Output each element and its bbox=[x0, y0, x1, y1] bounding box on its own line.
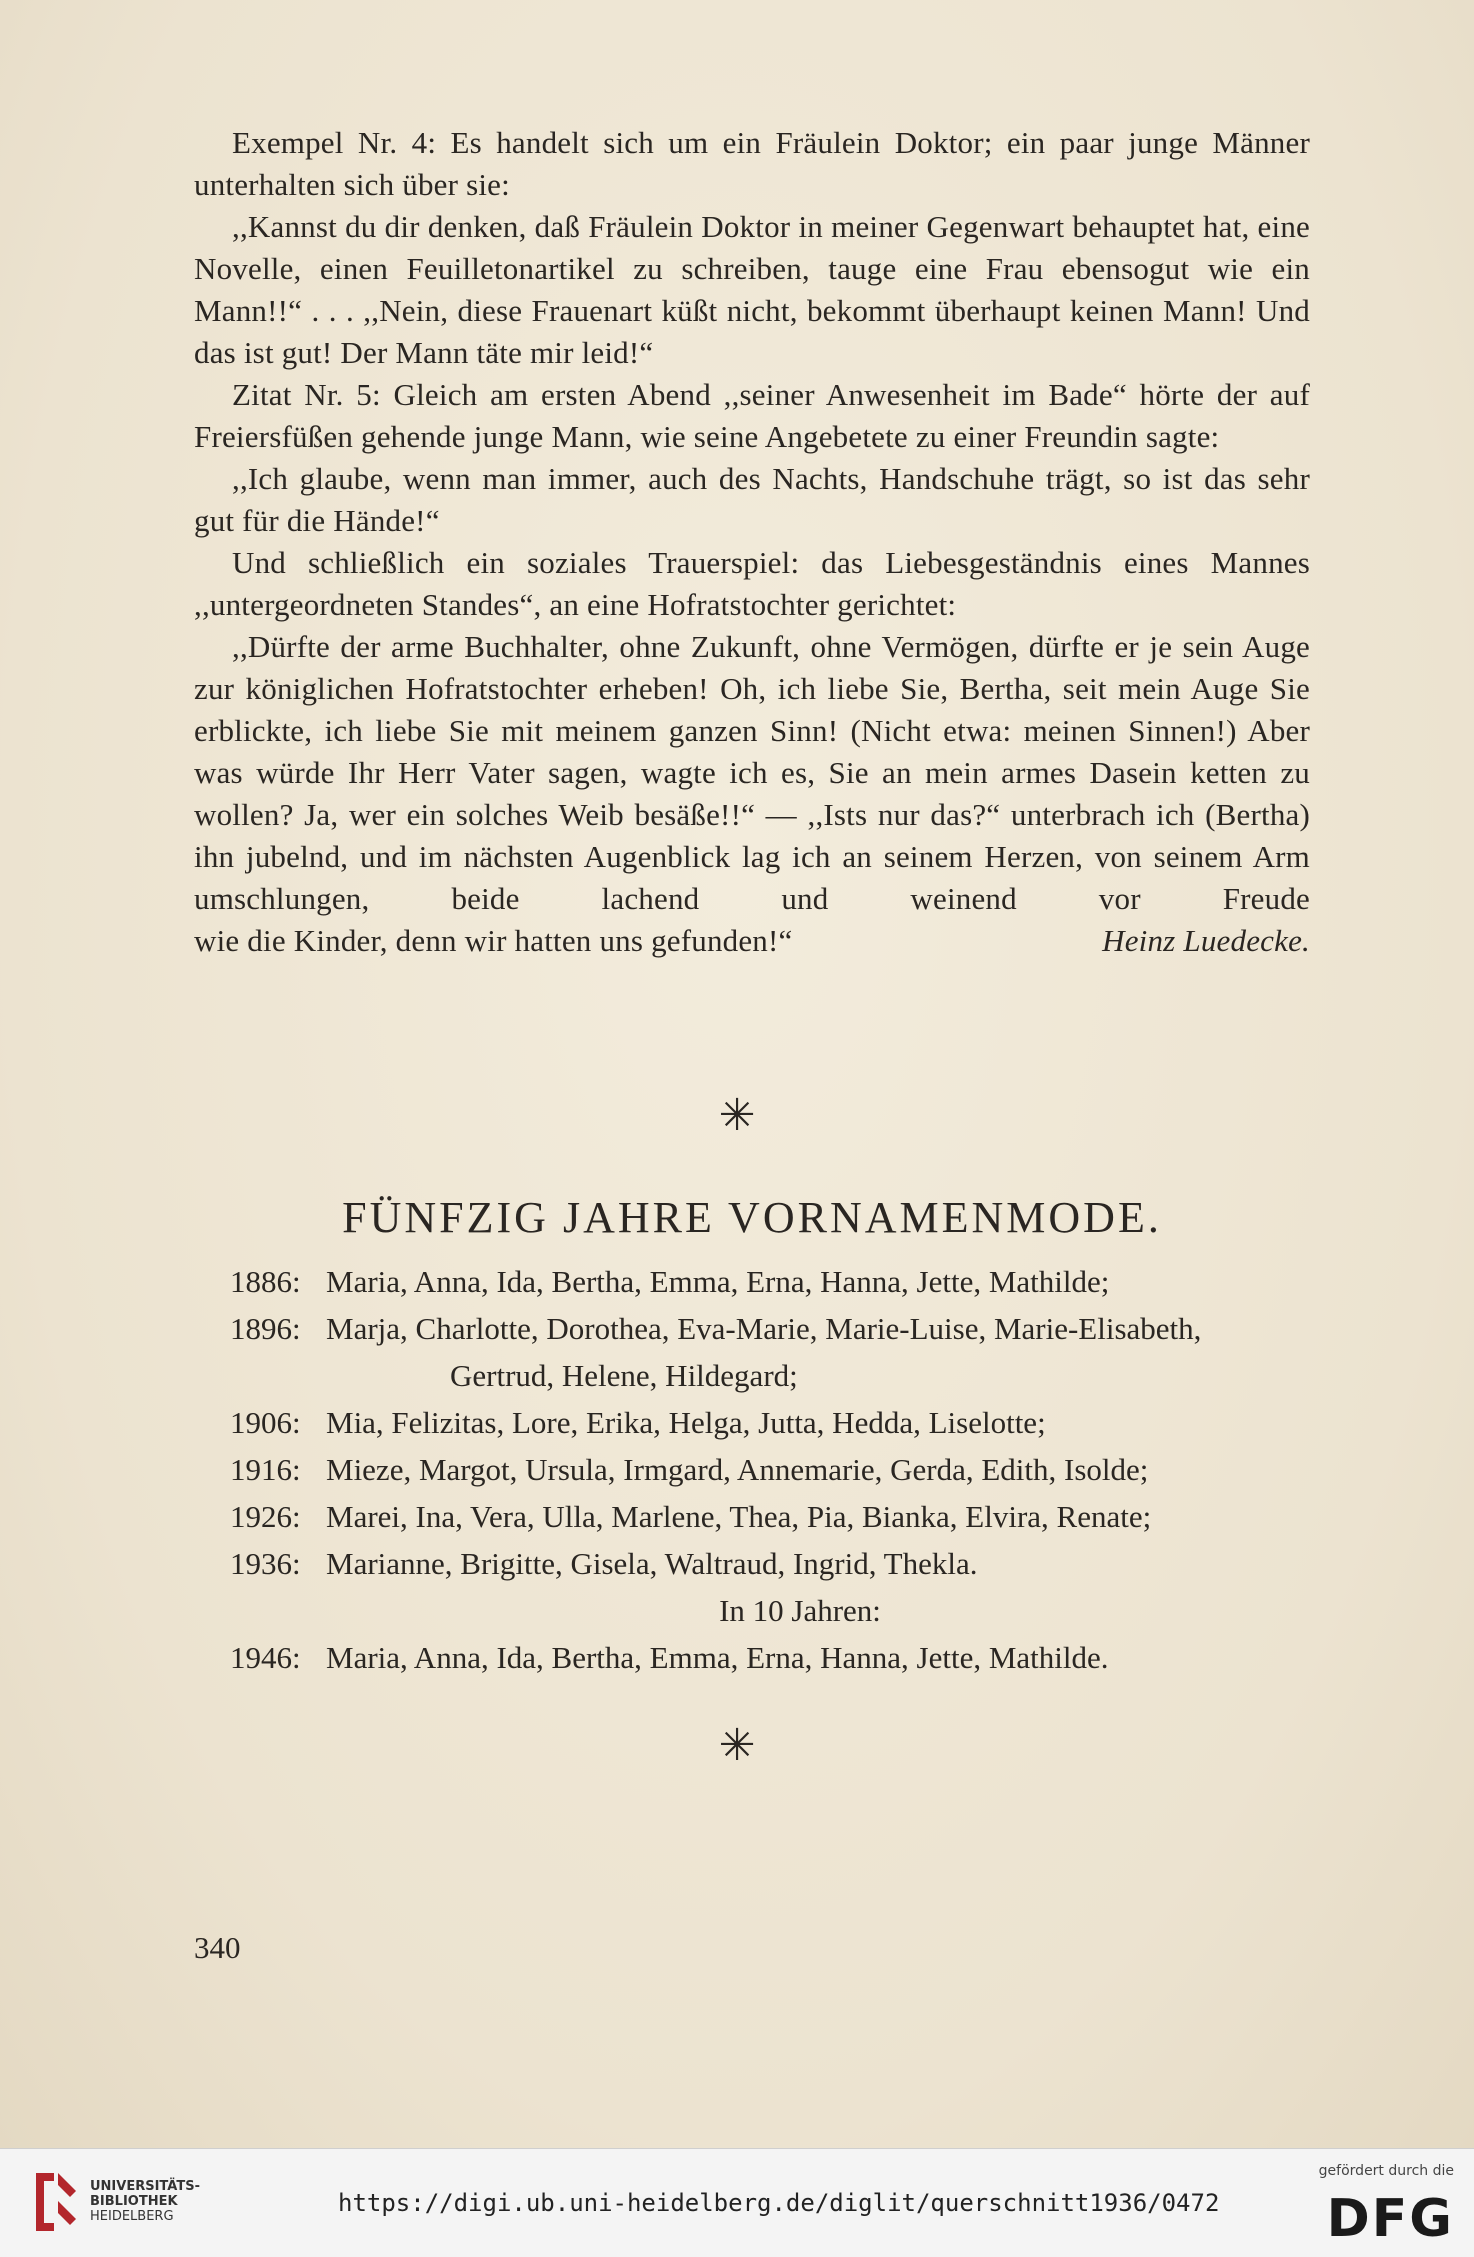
names-row bbox=[230, 1258, 1310, 1305]
names-values: Maria, Anna, Ida, Bertha, Emma, Erna, Hanna, Jette, Mathilde; bbox=[326, 1264, 1110, 1299]
library-logo-icon[interactable] bbox=[30, 2167, 82, 2237]
names-values: Maria, Anna, Ida, Bertha, Emma, Erna, Hanna, Jette, Mathilde. bbox=[326, 1640, 1109, 1675]
future-heading: In 10 Jahren: bbox=[719, 1593, 881, 1628]
paragraph-5: Und schließlich ein soziales Trauerspiel: das Liebesgeständnis eines Mannes ,,untergeordneten Standes“, an eine Hofratstochter gerichtet: bbox=[194, 545, 1310, 622]
viewer-footer bbox=[0, 2148, 1474, 2257]
closing-divider-star: ✳ bbox=[718, 1720, 756, 1771]
names-row bbox=[230, 1540, 1310, 1587]
paragraph-1: Exempel Nr. 4: Es handelt sich um ein Fräulein Doktor; ein paar junge Männer unterhalten sich über sie: bbox=[194, 125, 1310, 202]
names-values: Marja, Charlotte, Dorothea, Eva-Marie, Marie-Luise, Marie-Elisabeth, bbox=[326, 1311, 1202, 1346]
names-row bbox=[230, 1493, 1310, 1540]
names-row bbox=[230, 1305, 1310, 1352]
page-number: 340 bbox=[194, 1930, 241, 1965]
dfg-logo[interactable]: DFG bbox=[1326, 2189, 1454, 2249]
names-year: 1886: bbox=[230, 1264, 301, 1299]
names-values: Marei, Ina, Vera, Ulla, Marlene, Thea, Pia, Bianka, Elvira, Renate; bbox=[326, 1499, 1152, 1534]
permalink-url[interactable]: https://digi.ub.uni-heidelberg.de/diglit/querschnitt1936/0472 bbox=[338, 2189, 1220, 2217]
names-values: Mia, Felizitas, Lore, Erika, Helga, Jutta, Hedda, Liselotte; bbox=[326, 1405, 1046, 1440]
names-year: 1936: bbox=[230, 1546, 301, 1581]
section-title: FÜNFZIG JAHRE VORNAMENMODE. bbox=[342, 1193, 1162, 1242]
names-row bbox=[230, 1399, 1310, 1446]
section-divider-star: ✳ bbox=[718, 1090, 756, 1141]
names-values: Marianne, Brigitte, Gisela, Waltraud, Ingrid, Thekla. bbox=[326, 1546, 978, 1581]
paragraph-6: ,,Dürfte der arme Buchhalter, ohne Zukunft, ohne Vermögen, dürfte er je sein Auge zur königlichen Hofratstochter erheben! Oh, ich liebe Sie, Bertha, seit mein Auge Sie erblickte, ich liebe Sie mit meinem ganzen Sinn! (Nicht etwa: meinen Sinnen!) Aber was würde Ihr Herr Vater sagen, wagte ich es, Sie an mein armes Dasein ketten zu wollen? Ja, wer ein solches Weib besäße!!“ — ,,Ists nur das?“ unterbrach ich (Bertha) ihn jubelnd, und im nächsten Augenblick lag ich an seinem Herzen, von seinem Arm umschlungen, beide lachend und weinend vor Freude bbox=[194, 629, 1310, 916]
body-text bbox=[194, 122, 1310, 962]
library-name bbox=[90, 2179, 200, 2224]
library-line-1: UNIVERSITÄTS- bbox=[90, 2179, 200, 2194]
paragraph-3: Zitat Nr. 5: Gleich am ersten Abend ,,seiner Anwesenheit im Bade“ hörte der auf Freiersfüßen gehende junge Mann, wie seine Angebetete zu einer Freundin sagte: bbox=[194, 377, 1310, 454]
author-signature: Heinz Luedecke. bbox=[1102, 923, 1310, 958]
names-year: 1916: bbox=[230, 1452, 301, 1487]
final-line: wie die Kinder, denn wir hatten uns gefunden!“ bbox=[194, 923, 793, 958]
names-year: 1946: bbox=[230, 1640, 301, 1675]
names-year: 1906: bbox=[230, 1405, 301, 1440]
signature-line bbox=[194, 920, 1310, 962]
names-row-future bbox=[230, 1634, 1310, 1681]
names-values: Mieze, Margot, Ursula, Irmgard, Annemarie, Gerda, Edith, Isolde; bbox=[326, 1452, 1149, 1487]
names-list bbox=[230, 1258, 1310, 1681]
library-line-2: BIBLIOTHEK bbox=[90, 2194, 178, 2209]
paragraph-4: ,,Ich glaube, wenn man immer, auch des Nachts, Handschuhe trägt, so ist das sehr gut für die Hände!“ bbox=[194, 461, 1310, 538]
names-row bbox=[230, 1446, 1310, 1493]
names-year: 1926: bbox=[230, 1499, 301, 1534]
funded-by-label: gefördert durch die bbox=[1318, 2163, 1454, 2179]
names-continuation: Gertrud, Helene, Hildegard; bbox=[450, 1358, 798, 1393]
paragraph-2: ,,Kannst du dir denken, daß Fräulein Doktor in meiner Gegenwart behauptet hat, eine Novelle, einen Feuilletonartikel zu schreiben, tauge eine Frau ebensogut wie ein Mann!!“ . . . ,,Nein, diese Frauenart küßt nicht, bekommt überhaupt keinen Mann! Und das ist gut! Der Mann täte mir leid!“ bbox=[194, 209, 1310, 370]
library-line-3: HEIDELBERG bbox=[90, 2209, 174, 2224]
names-year: 1896: bbox=[230, 1311, 301, 1346]
